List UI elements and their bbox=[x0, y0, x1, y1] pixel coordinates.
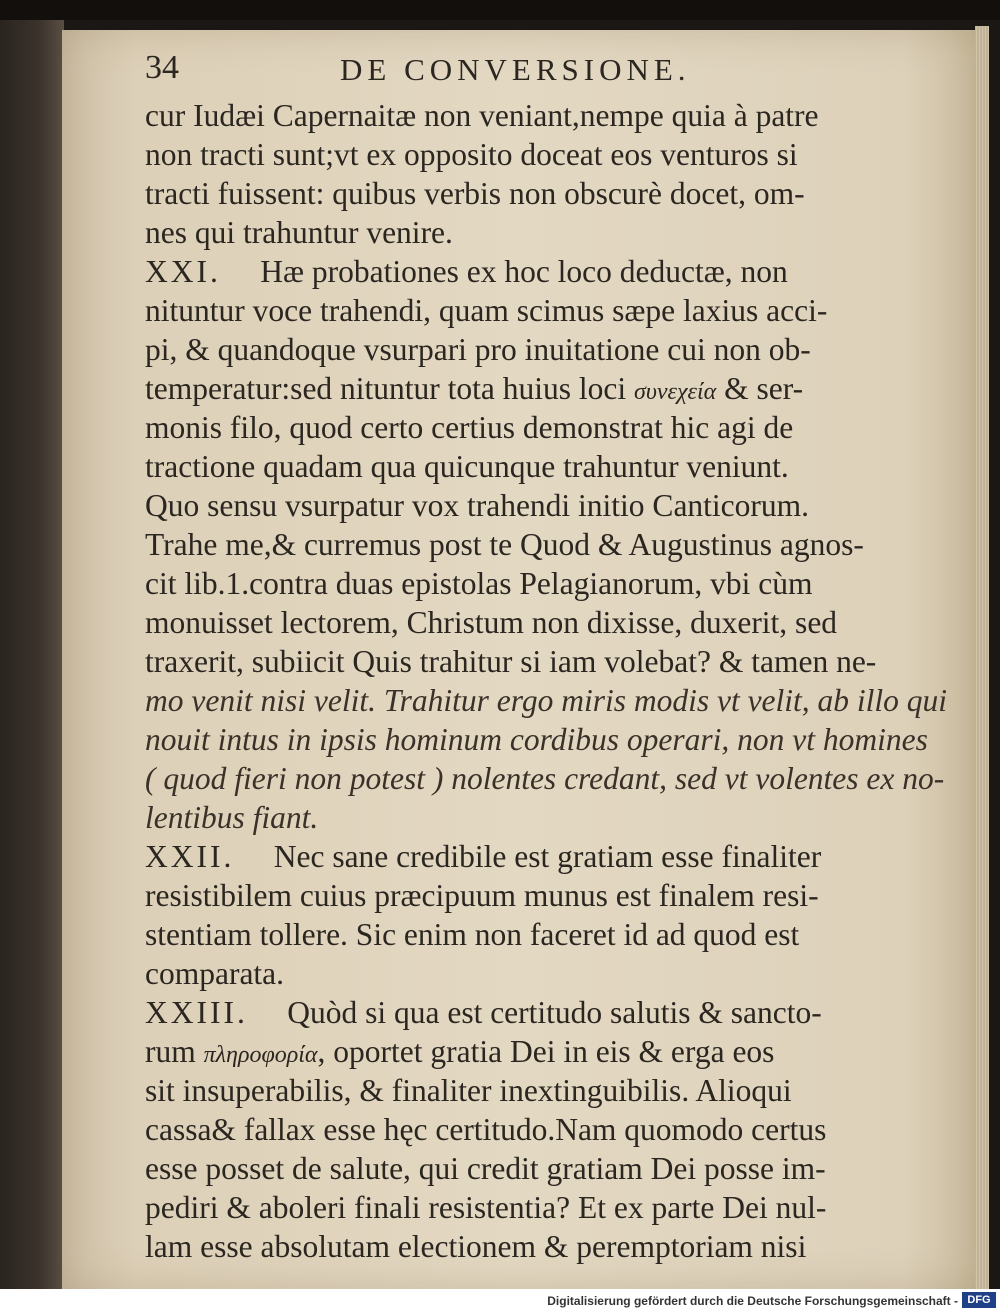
dfg-logo-icon: DFG bbox=[962, 1292, 996, 1308]
line-text: Quo sensu vsurpatur vox trahendi initio Canticorum. bbox=[145, 488, 810, 523]
line-text: lam esse absolutam electionem & peremptoriam nisi bbox=[145, 1229, 807, 1264]
page-text-block bbox=[145, 48, 948, 1266]
text-line bbox=[145, 759, 945, 798]
line-text: pi, & quandoque vsurpari pro inuitatione cui non ob- bbox=[145, 332, 811, 367]
line-text: cassa& fallax esse hęc certitudo.Nam quomodo certus bbox=[145, 1112, 827, 1147]
greek-word: πληροφορία bbox=[203, 1042, 318, 1068]
text-line bbox=[145, 954, 905, 993]
line-text: Nec sane credibile est gratiam esse finaliter bbox=[273, 839, 822, 874]
text-line bbox=[145, 135, 905, 174]
line-text: ( quod fieri non potest ) nolentes credant, sed vt volentes ex no- bbox=[145, 761, 945, 796]
line-text: lentibus fiant. bbox=[145, 800, 319, 835]
text-line bbox=[145, 681, 948, 720]
text-line bbox=[145, 993, 905, 1032]
text-line bbox=[145, 1149, 905, 1188]
line-text: resistibilem cuius præcipuum munus est finalem resi- bbox=[145, 878, 819, 913]
section-number: XXI. bbox=[145, 254, 221, 289]
page-header bbox=[145, 48, 905, 96]
line-text: nes qui trahuntur venire. bbox=[145, 215, 453, 250]
line-text: tracti fuissent: quibus verbis non obscurè docet, om- bbox=[145, 176, 805, 211]
text-line bbox=[145, 330, 905, 369]
text-line bbox=[145, 408, 905, 447]
text-line bbox=[145, 1071, 905, 1110]
text-line bbox=[145, 96, 905, 135]
running-head: DE CONVERSIONE. bbox=[340, 52, 691, 87]
footer-bar bbox=[0, 1289, 1000, 1311]
text-line bbox=[145, 720, 928, 759]
section-number: XXIII. bbox=[145, 995, 248, 1030]
line-text-after: & ser- bbox=[716, 371, 804, 406]
line-text: Trahe me,& curremus post te Quod & Augustinus agnos- bbox=[145, 527, 864, 562]
text-line bbox=[145, 642, 905, 681]
text-line bbox=[145, 369, 905, 408]
text-line bbox=[145, 798, 905, 837]
text-line bbox=[145, 1188, 905, 1227]
line-text: nouit intus in ipsis hominum cordibus operari, non vt homines bbox=[145, 722, 928, 757]
text-line bbox=[145, 1032, 905, 1071]
greek-word: συνεχεία bbox=[634, 379, 717, 405]
text-line bbox=[145, 213, 905, 252]
line-text: traxerit, subiicit Quis trahitur si iam volebat? & tamen ne- bbox=[145, 644, 877, 679]
line-text: monis filo, quod certo certius demonstrat hic agi de bbox=[145, 410, 794, 445]
line-text: stentiam tollere. Sic enim non faceret id ad quod est bbox=[145, 917, 800, 952]
line-text: tractione quadam qua quicunque trahuntur veniunt. bbox=[145, 449, 789, 484]
line-text: monuisset lectorem, Christum non dixisse, duxerit, sed bbox=[145, 605, 838, 640]
line-text: comparata. bbox=[145, 956, 285, 991]
line-text: esse posset de salute, qui credit gratiam Dei posse im- bbox=[145, 1151, 826, 1186]
line-text: nituntur voce trahendi, quam scimus sæpe laxius acci- bbox=[145, 293, 828, 328]
text-line bbox=[145, 174, 905, 213]
text-line bbox=[145, 915, 905, 954]
text-line bbox=[145, 876, 905, 915]
text-line bbox=[145, 486, 905, 525]
line-text-after: , oportet gratia Dei in eis & erga eos bbox=[317, 1034, 775, 1069]
line-text: rum bbox=[145, 1034, 196, 1069]
text-line bbox=[145, 447, 905, 486]
text-line bbox=[145, 252, 905, 291]
line-text: mo venit nisi velit. Trahitur ergo miris modis vt velit, ab illo qui bbox=[145, 683, 948, 718]
page-fore-edge bbox=[975, 26, 989, 1294]
line-text: temperatur:sed nituntur tota huius loci bbox=[145, 371, 627, 406]
line-text: Hæ probationes ex hoc loco deductæ, non bbox=[260, 254, 788, 289]
line-text: sit insuperabilis, & finaliter inextinguibilis. Alioqui bbox=[145, 1073, 792, 1108]
section-number: XXII. bbox=[145, 839, 235, 874]
text-line bbox=[145, 291, 905, 330]
text-lines bbox=[145, 96, 948, 1266]
line-text: cur Iudæi Capernaitæ non veniant,nempe quia à patre bbox=[145, 98, 819, 133]
text-line bbox=[145, 525, 905, 564]
funding-credit: Digitalisierung gefördert durch die Deutsche Forschungsgemeinschaft - bbox=[547, 1294, 958, 1308]
book-gutter-shadow bbox=[0, 0, 64, 1311]
page-number: 34 bbox=[145, 49, 179, 86]
text-line bbox=[145, 603, 905, 642]
text-line bbox=[145, 837, 905, 876]
text-line bbox=[145, 564, 905, 603]
line-text: non tracti sunt;vt ex opposito doceat eos venturos si bbox=[145, 137, 798, 172]
line-text: Quòd si qua est certitudo salutis & sancto- bbox=[287, 995, 822, 1030]
line-text: pediri & aboleri finali resistentia? Et ex parte Dei nul- bbox=[145, 1190, 827, 1225]
text-line bbox=[145, 1227, 905, 1266]
text-line bbox=[145, 1110, 905, 1149]
line-text: cit lib.1.contra duas epistolas Pelagianorum, vbi cùm bbox=[145, 566, 813, 601]
